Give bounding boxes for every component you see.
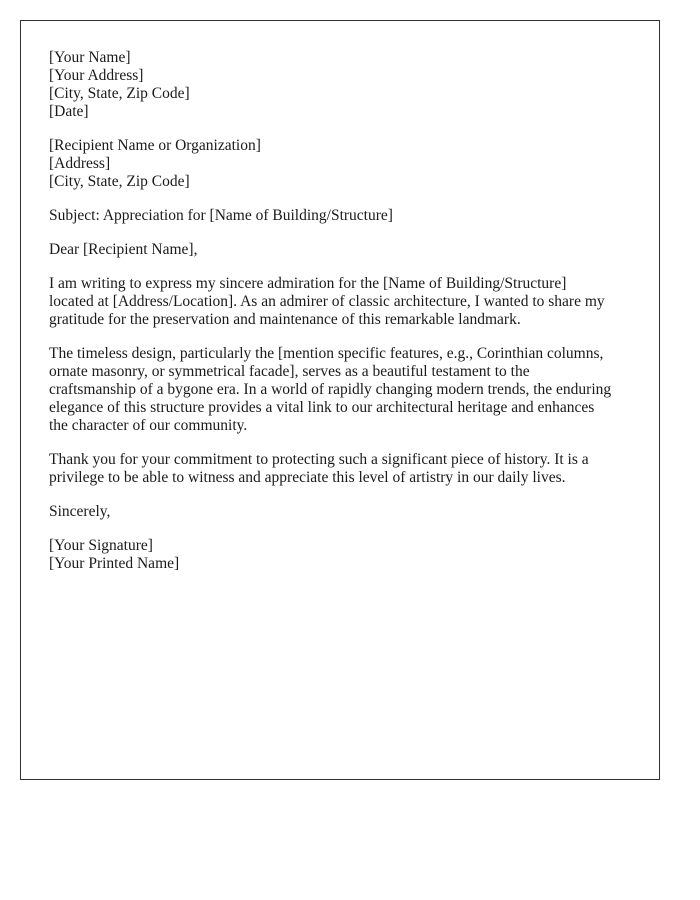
paragraph-line: ornate masonry, or symmetrical facade], serves as a beautiful testament to the: [49, 363, 530, 380]
body-paragraph-3: [49, 451, 649, 487]
paragraph-line: Thank you for your commitment to protecting such a significant piece of history. It is a: [49, 451, 589, 468]
letter-date: [Date]: [49, 103, 89, 120]
body-paragraph-2: [49, 345, 649, 435]
signature-block: [49, 537, 649, 573]
paragraph-line: located at [Address/Location]. As an admirer of classic architecture, I wanted to share my: [49, 293, 605, 310]
body-paragraph-1: [49, 275, 649, 329]
paragraph-line: elegance of this structure provides a vital link to our architectural heritage and enhances: [49, 399, 595, 416]
recipient-block: [49, 137, 649, 191]
paragraph-line: the character of our community.: [49, 417, 248, 434]
paragraph-line: craftsmanship of a bygone era. In a world of rapidly changing modern trends, the enduring: [49, 381, 612, 398]
recipient-city-state-zip: [City, State, Zip Code]: [49, 173, 190, 190]
sender-block: [49, 49, 649, 121]
letter-body: [49, 49, 649, 589]
subject-line: [49, 207, 649, 225]
recipient-address: [Address]: [49, 155, 111, 172]
sender-address: [Your Address]: [49, 67, 144, 84]
paragraph-line: I am writing to express my sincere admiration for the [Name of Building/Structure]: [49, 275, 567, 292]
sender-name: [Your Name]: [49, 49, 131, 66]
paragraph-line: privilege to be able to witness and appreciate this level of artistry in our daily lives.: [49, 469, 566, 486]
signature-placeholder: [Your Signature]: [49, 537, 153, 554]
printed-name: [Your Printed Name]: [49, 555, 180, 572]
salutation: [49, 241, 649, 259]
subject-text: Subject: Appreciation for [Name of Building/Structure]: [49, 207, 393, 224]
sender-city-state-zip: [City, State, Zip Code]: [49, 85, 190, 102]
letter-page: [20, 20, 660, 780]
paragraph-line: gratitude for the preservation and maintenance of this remarkable landmark.: [49, 311, 521, 328]
closing-text: Sincerely,: [49, 503, 111, 520]
recipient-name: [Recipient Name or Organization]: [49, 137, 261, 154]
closing: [49, 503, 649, 521]
paragraph-line: The timeless design, particularly the [mention specific features, e.g., Corinthian columns,: [49, 345, 604, 362]
salutation-text: Dear [Recipient Name],: [49, 241, 198, 258]
